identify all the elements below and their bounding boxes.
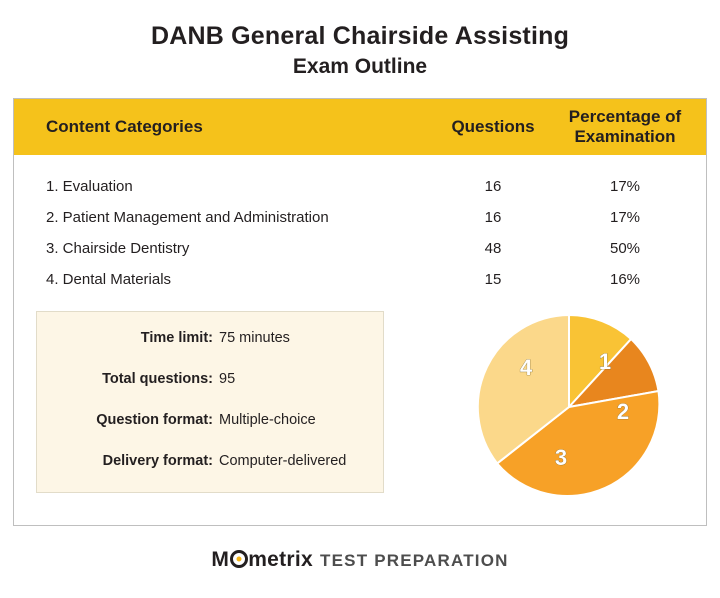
detail-row-delivery-format: [37, 453, 383, 494]
cell-questions: 15: [484, 271, 502, 288]
logo-text-part2: metrix: [248, 548, 314, 571]
pie-slice-label-1: 1: [598, 348, 612, 374]
table-body: [14, 155, 706, 295]
pie-slice-label-2: 2: [616, 398, 630, 424]
logo-text-part1: M: [211, 548, 230, 571]
detail-value: 75 minutes: [219, 330, 290, 346]
exam-percentage-pie-chart: [469, 307, 669, 507]
cell-percentage: 50%: [609, 240, 641, 257]
cell-category: 3. Chairside Dentistry: [46, 240, 190, 257]
cell-percentage: 17%: [609, 178, 641, 195]
pie-slice-label-3: 3: [554, 444, 568, 470]
logo-subtitle: TEST PREPARATION: [320, 551, 509, 570]
detail-row-total-questions: [37, 371, 383, 412]
cell-percentage: 17%: [609, 209, 641, 226]
title-line-1: DANB General Chairside Assisting: [150, 22, 570, 50]
table-row: [28, 202, 692, 233]
detail-label: Total questions:: [102, 371, 213, 387]
exam-outline-card: [13, 98, 707, 526]
cell-category: 1. Evaluation: [46, 178, 133, 195]
table-row: [28, 264, 692, 295]
pie-slices: [478, 315, 660, 496]
detail-value: Multiple-choice: [219, 412, 316, 428]
detail-value: 95: [219, 371, 236, 387]
detail-label: Delivery format:: [102, 453, 213, 469]
table-row: [28, 171, 692, 202]
exam-details-box: [36, 311, 384, 493]
column-header-categories: Content Categories: [46, 117, 203, 136]
detail-label: Time limit:: [140, 330, 213, 346]
pie-slice-label-4: 4: [519, 354, 533, 380]
column-header-questions: Questions: [451, 117, 535, 136]
footer: [0, 548, 720, 572]
cell-category: 2. Patient Management and Administration: [46, 209, 329, 226]
cell-questions: 16: [484, 178, 502, 195]
detail-label: Question format:: [96, 412, 213, 428]
logo-o-icon: [230, 550, 248, 568]
table-header-row: [14, 99, 706, 155]
title-line-2: Exam Outline: [292, 54, 428, 78]
cell-percentage: 16%: [609, 271, 641, 288]
detail-row-question-format: [37, 412, 383, 453]
table-row: [28, 233, 692, 264]
detail-value: Computer-delivered: [219, 453, 347, 469]
pie-svg: [469, 307, 669, 507]
cell-questions: 16: [484, 209, 502, 226]
page-title: [0, 0, 720, 82]
cell-category: 4. Dental Materials: [46, 271, 172, 288]
mometrix-logo: [211, 548, 508, 572]
column-header-percentage: Percentage of Examination: [568, 106, 682, 146]
cell-questions: 48: [484, 240, 502, 257]
detail-row-time-limit: [37, 330, 383, 371]
